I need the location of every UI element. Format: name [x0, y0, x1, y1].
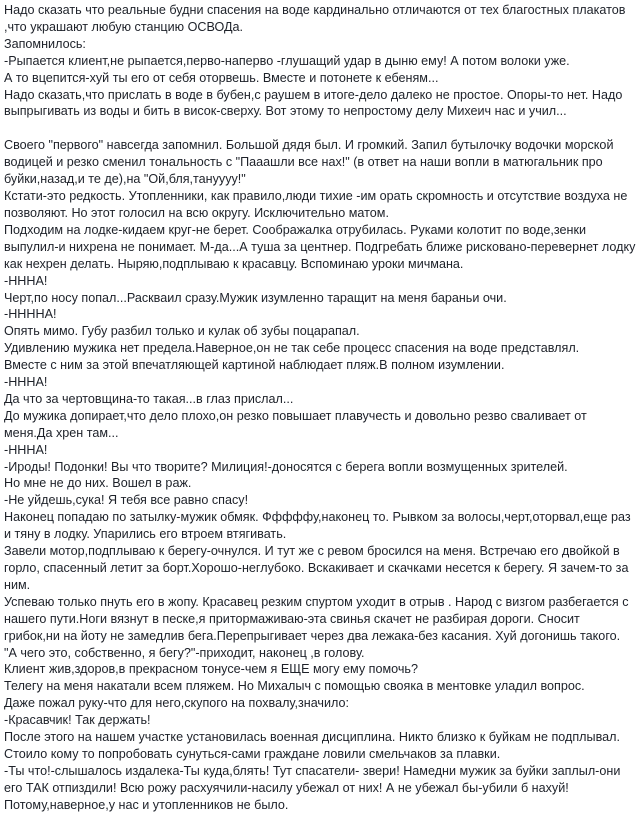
paragraph: -Не уйдешь,сука! Я тебя все равно спасу!	[4, 493, 249, 508]
paragraph: Завели мотор,подплываю к берегу-очнулся. И тут же с ревом бросился на меня. Встречаю его двойкой в горло, спасенный летит за борт.Хорошо-неглубоко. Вскакивает и скачками несется к берегу. Я зачем-то за ним.	[4, 544, 629, 592]
paragraph: Телегу на меня накатали всем пляжем. Но Михалыч с помощью свояка в ментовке уладил вопрос.	[4, 679, 585, 694]
paragraph: Да что за чертовщина-то такая...в глаз прислал...	[4, 391, 294, 406]
paragraph: Черт,по носу попал...Раскваил сразу.Мужик изумленно таращит на меня бараньи очи.	[4, 290, 507, 305]
paragraph: Кстати-это редкость. Утопленники, как правило,люди тихие -им орать скромность и отсутствие воздуха не позволяют. Но этот голосил на всю округу. Исключительно матом.	[4, 189, 628, 220]
paragraph: -ННННА!	[4, 307, 57, 322]
paragraph: -Ты что!-слышалось издалека-Ты куда,блять! Тут спасатели- звери! Намедни мужик за буйки заплыл-они его ТАК отпиздили! Всю рожу расхуячили-насилу убежал от них! А не убежал бы-убили б нахуй!	[4, 763, 621, 795]
paragraph: Удивлению мужика нет предела.Наверное,он не так себе процесс спасения на воде представлял.	[4, 341, 580, 356]
paragraph: Потому,наверное,у нас и утопленников не было.	[4, 797, 289, 812]
paragraph: Успеваю только пнуть его в жопу. Красавец резким спуртом уходит в отрыв . Народ с визгом разбегается с нашего пути.Ноги вязнут в песке,я притормаживаю-эта свинья скачет не разбирая дороги. Сносит грибок,ни на йоту не замедлив бега.Перепрыгивает через два лежака-без касания. Хуй догонишь такого. "А чего это, собственно, я бегу?"-приходит, наконец ,в голову.	[4, 594, 629, 660]
paragraph: Опять мимо. Губу разбил только и кулак об зубы поцарапал.	[4, 324, 360, 339]
paragraph: -Ироды! Подонки! Вы что творите? Милиция!-доносятся с берега вопли возмущенных зрителей.	[4, 459, 568, 474]
paragraph: Вместе с ним за этой впечатляющей картиной наблюдает пляж.В полном изумлении.	[4, 358, 505, 373]
paragraph: Своего "первого" навсегда запомнил. Большой дядя был. И громкий. Запил бутылочку водочки морской водицей и резко сменил тональность с "Пааашли все нах!" (в ответ на наши вопли в матюгальник про буйки,назад,и те де),на "Ой,бля,тануууу!"	[4, 138, 614, 187]
paragraph: -Красавчик! Так держать!	[4, 713, 151, 728]
paragraph: Наконец попадаю по затылку-мужик обмяк. Фффффу,наконец то. Рывком за волосы,черт,оторвал,еще раз и тяну в лодку. Упарились его втроем втягивать.	[4, 510, 631, 542]
paragraph: -НННА!	[4, 375, 48, 390]
post-text	[4, 2, 636, 814]
paragraph: Даже пожал руку-что для него,скупого на похвалу,значило:	[4, 696, 350, 711]
paragraph: А то вцепится-хуй ты его от себя оторвешь. Вместе и потонете к ебеням...	[4, 70, 439, 85]
paragraph: Клиент жив,здоров,в прекрасном тонусе-чем я ЕЩЕ могу ему помочь?	[4, 662, 418, 677]
paragraph: -Рыпается клиент,не рыпается,перво-наперво -глушащий удар в дыню ему! А потом волоки уже.	[4, 53, 570, 68]
paragraph: -НННА!	[4, 442, 48, 457]
paragraph: До мужика допирает,что дело плохо,он резко повышает плавучесть и довольно резво сваливает от меня.Да хрен там...	[4, 408, 587, 440]
paragraph: Подходим на лодке-кидаем круг-не берет. Соображалка отрубилась. Руками колотит по воде,зенки выпулил-и нихрена не понимает. М-да...А туша за центнер. Подгребать ближе рисковано-перевернет лодку как нехрен делать. Ныряю,подплываю к красавцу. Вспоминаю уроки мичмана.	[4, 222, 636, 271]
paragraph: Надо сказать,что прислать в воде в бубен,с раушем в итоге-дело далеко не простое. Опоры-то нет. Надо выпрыгивать из воды и бить в висок-сверху. Вот этому то непростому делу Михеич нас и учил...	[4, 87, 623, 119]
paragraph: Но мне не до них. Вошел в раж.	[4, 476, 192, 491]
paragraph: Запомнилось:	[4, 36, 86, 51]
paragraph: После этого на нашем участке установилась военная дисциплина. Никто близко к буйкам не подплывал. Стоило кому то попробовать сунуться-сами граждане ловили смельчаков за плавки.	[4, 730, 620, 761]
paragraph: Надо сказать что реальные будни спасения на воде кардинально отличаются от тех благостных плакатов ,что украшают любую станцию ОСВОДа.	[4, 3, 626, 34]
paragraph: -НННА!	[4, 273, 48, 288]
